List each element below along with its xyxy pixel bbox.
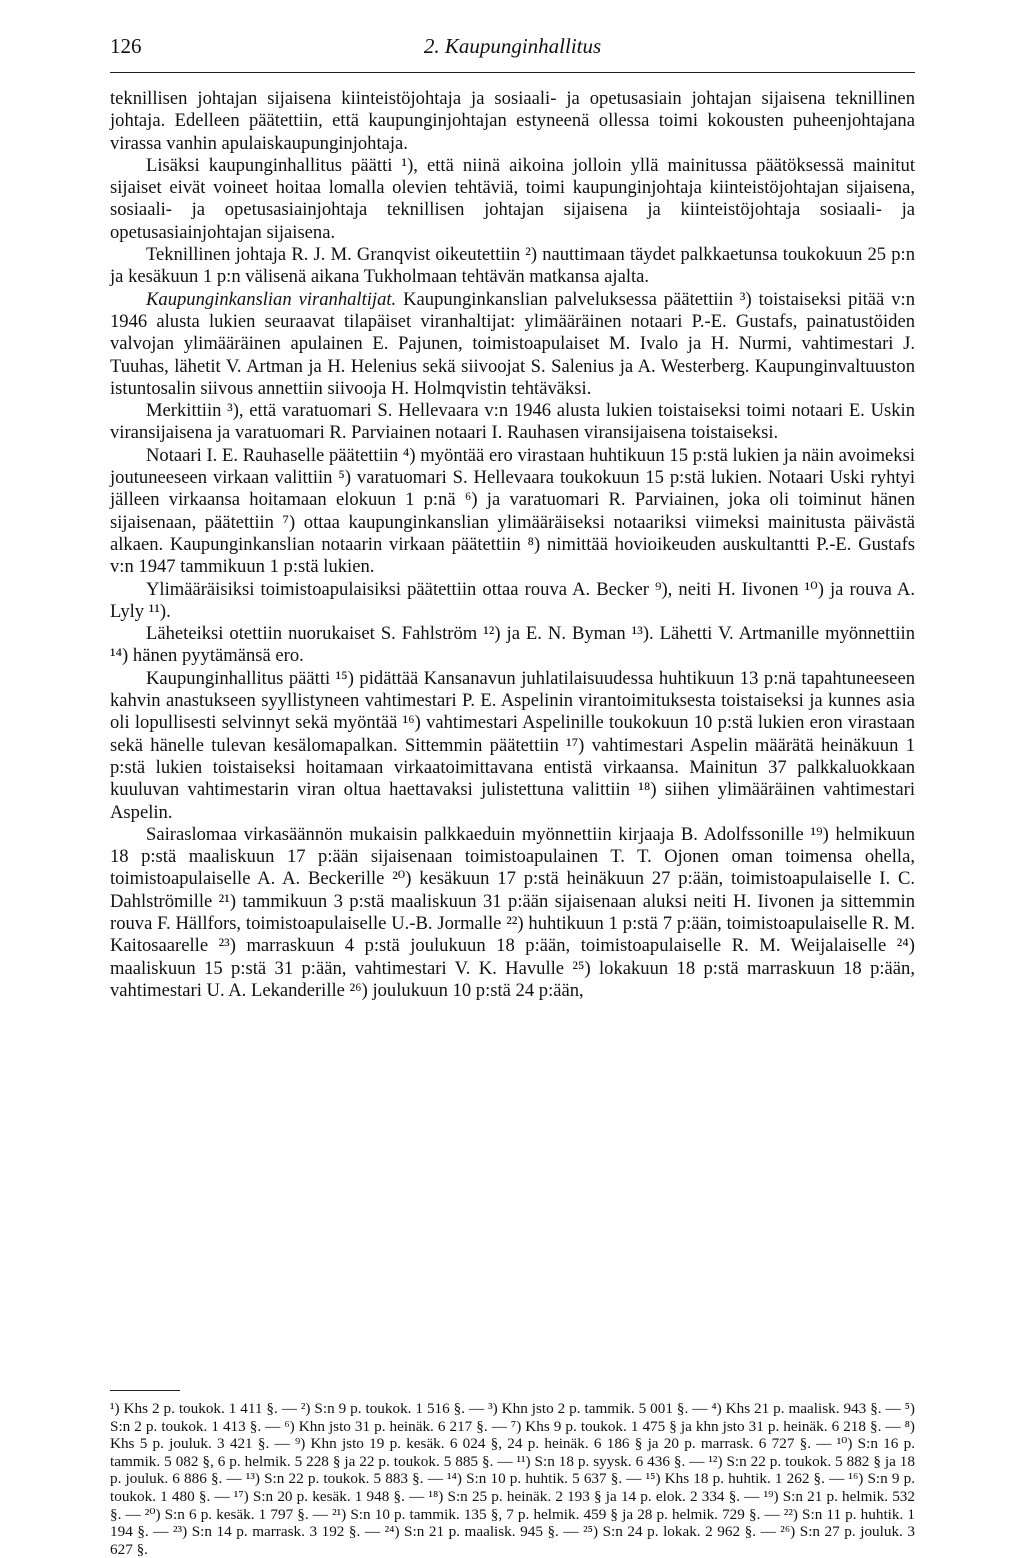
header-divider xyxy=(110,72,915,73)
paragraph xyxy=(110,289,915,400)
paragraph: Lisäksi kaupunginhallitus päätti ¹), että niinä aikoina jolloin yllä mainitussa päätöksessä mainitut sijaiset eivät voineet hoitaa lomalla olevien tehtäviä, toimi kaupunginjohtaja kiinteistöjohtajan sijaisena, sosiaali- ja opetusasiainjohtaja teknillisen johtajan sijaisena ja kiinteistöjohtaja sosiaali- ja opetusasiainjohtajan sijaisena. xyxy=(110,154,915,243)
paragraph: teknillisen johtajan sijaisena kiinteistöjohtaja ja sosiaali- ja opetusasiain johtajan sijaisena teknillinen johtaja. Edelleen päätettiin, että kaupunginjohtajan estyneenä ollessa toimi kokousten puheenjohtajana virassa vanhin apulaiskaupunginjohtaja. xyxy=(110,88,915,154)
main-text xyxy=(110,88,915,1002)
paragraph: Kaupunginhallitus päätti ¹⁵) pidättää Kansanavun juhlatilaisuudessa huhtikuun 13 p:nä tapahtuneeseen kahvin anastukseen syyllistyneen vahtimestari P. E. Aspelinin virantoimituksesta toistaiseksi ja kunnes asia oli lopullisesti selvinnyt sekä myöntää ¹⁶) vahtimestari Aspelinille toukokuun 10 p:stä lukien eron virastaan sekä hänelle tulevan kesälomapalkan. Sittemmin päätettiin ¹⁷) vahtimestari Aspelin määrätä heinäkuun 1 p:stä lukien toistaiseksi hoitamaan virkaatoimittavana entistä virkaansa. Mainitun 37 palkkaluokkaan kuuluvan vahtimestarin viran oltua haettavaksi julistettuna valittiin ¹⁸) siihen ylimääräinen vahtimestari Aspelin. xyxy=(110,667,915,823)
page-number: 126 xyxy=(110,34,142,58)
paragraph-text: Kaupunginkanslian palveluksessa päätettiin ³) toistaiseksi pitää v:n 1946 alusta lukien seuraavat tilapäiset viranhaltijat: ylimääräinen notaari P.-E. Gustafs, painatustöiden valvojan ylimääräinen apulainen E. Pajunen, toimistoapulaiset M. Ivalo ja H. Nurmi, vahtimestari J. Tuuhas, lähetit V. Artman ja H. Helenius sekä siivoojat S. Salenius ja A. Westerberg. Kaupunginvaltuuston istuntosalin siivous annettiin siivooja H. Holmqvistin tehtäväksi. xyxy=(110,288,915,399)
running-title: 2. Kaupunginhallitus xyxy=(423,34,602,58)
paragraph: Läheteiksi otettiin nuorukaiset S. Fahlström ¹²) ja E. N. Byman ¹³). Lähetti V. Artmanille myönnettiin ¹⁴) hänen pyytämänsä ero. xyxy=(110,623,915,667)
footnotes: ¹) Khs 2 p. toukok. 1 411 §. — ²) S:n 9 p. toukok. 1 516 §. — ³) Khn jsto 2 p. tammik. 5 001 §. — ⁴) Khs 21 p. maalisk. 943 §. — ⁵) S:n 2 p. toukok. 1 413 §. — ⁶) Khn jsto 31 p. heinäk. 6 217 §. — ⁷) Khs 9 p. toukok. 1 475 § ja khn jsto 31 p. heinäk. 6 218 §. — ⁸) Khs 5 p. jouluk. 3 421 §. — ⁹) Khn jsto 19 p. kesäk. 6 024 §, 24 p. heinäk. 6 186 § ja 20 p. marrask. 6 727 §. — ¹⁰) S:n 16 p. tammik. 5 082 §, 6 p. helmik. 5 228 § ja 22 p. toukok. 5 885 §. — ¹¹) S:n 18 p. syysk. 6 436 §. — ¹²) S:n 22 p. toukok. 5 882 § ja 18 p. jouluk. 6 886 §. — ¹³) S:n 22 p. toukok. 5 883 §. — ¹⁴) S:n 10 p. huhtik. 5 637 §. — ¹⁵) Khs 18 p. huhtik. 1 262 §. — ¹⁶) S:n 9 p. toukok. 1 480 §. — ¹⁷) S:n 20 p. kesäk. 1 948 §. — ¹⁸) S:n 25 p. heinäk. 2 193 § ja 14 p. elok. 2 334 §. — ¹⁹) S:n 21 p. helmik. 532 §. — ²⁰) S:n 6 p. kesäk. 1 797 §. — ²¹) S:n 10 p. tammik. 135 §, 7 p. helmik. 459 § ja 28 p. helmik. 729 §. — ²²) S:n 11 p. huhtik. 1 194 §. — ²³) S:n 14 p. marrask. 3 192 §. — ²⁴) S:n 21 p. maalisk. 945 §. — ²⁵) S:n 24 p. lokak. 2 962 §. — ²⁶) S:n 27 p. jouluk. 3 627 §. xyxy=(110,1400,915,1558)
page-header xyxy=(110,34,915,66)
section-heading: Kaupunginkanslian viranhaltijat. xyxy=(146,288,397,310)
paragraph: Ylimääräisiksi toimistoapulaisiksi päätettiin ottaa rouva A. Becker ⁹), neiti H. Iivonen ¹⁰) ja rouva A. Lyly ¹¹). xyxy=(110,578,915,622)
paragraph: Teknillinen johtaja R. J. M. Granqvist oikeutettiin ²) nauttimaan täydet palkkaetunsa toukokuun 25 p:n ja kesäkuun 1 p:n välisenä aikana Tukholmaan tehtävän matkansa ajalta. xyxy=(110,244,915,288)
paragraph: Merkittiin ³), että varatuomari S. Hellevaara v:n 1946 alusta lukien toistaiseksi toimi notaari E. Uskin viransijaisena ja varatuomari R. Parviainen notaari I. Rauhasen viransijaisena toistaiseksi. xyxy=(110,400,915,444)
footnote-divider xyxy=(110,1390,180,1391)
paragraph: Notaari I. E. Rauhaselle päätettiin ⁴) myöntää ero virastaan huhtikuun 15 p:stä lukien ja näin avoimeksi joutuneeseen virkaan valittiin ⁵) varatuomari S. Hellevaara toukokuun 15 p:stä lukien. Notaari Uski ryhtyi jälleen virkaansa hoitamaan elokuun 1 p:nä ⁶) ja varatuomari R. Parviainen, joka oli toiminut hänen sijaisenaan, päätettiin ⁷) ottaa kaupunginkanslian ylimääräiseksi notaariksi viimeksi mainitusta päivästä alkaen. Kaupunginkanslian notaarin virkaan päätettiin ⁸) nimittää hovioikeuden auskultantti P.-E. Gustafs v:n 1947 tammikuun 1 p:stä lukien. xyxy=(110,444,915,578)
paragraph: Sairaslomaa virkasäännön mukaisin palkkaeduin myönnettiin kirjaaja B. Adolfssonille ¹⁹) helmikuun 18 p:stä maaliskuun 17 p:ään sijaisenaan toimistoapulainen T. T. Ojonen oman toimensa ohella, toimistoapulaiselle A. A. Beckerille ²⁰) kesäkuun 17 p:stä heinäkuun 27 p:ään, toimistoapulaiselle I. C. Dahlströmille ²¹) tammikuun 3 p:stä maaliskuun 31 p:ään sijaisenaan aluksi neiti H. Iivonen ja sittemmin rouva F. Hällfors, toimistoapulaiselle U.-B. Jormalle ²²) huhtikuun 1 p:stä 7 p:ään, toimistoapulaiselle R. M. Kaitosaarelle ²³) marraskuun 4 p:stä joulukuun 18 p:ään, toimistoapulaiselle R. M. Weijalaiselle ²⁴) maaliskuun 15 p:stä 31 p:ään, vahtimestari V. K. Havulle ²⁵) lokakuun 18 p:stä marraskuun 18 p:ään, vahtimestari U. A. Lekanderille ²⁶) joulukuun 10 p:stä 24 p:ään, xyxy=(110,823,915,1001)
